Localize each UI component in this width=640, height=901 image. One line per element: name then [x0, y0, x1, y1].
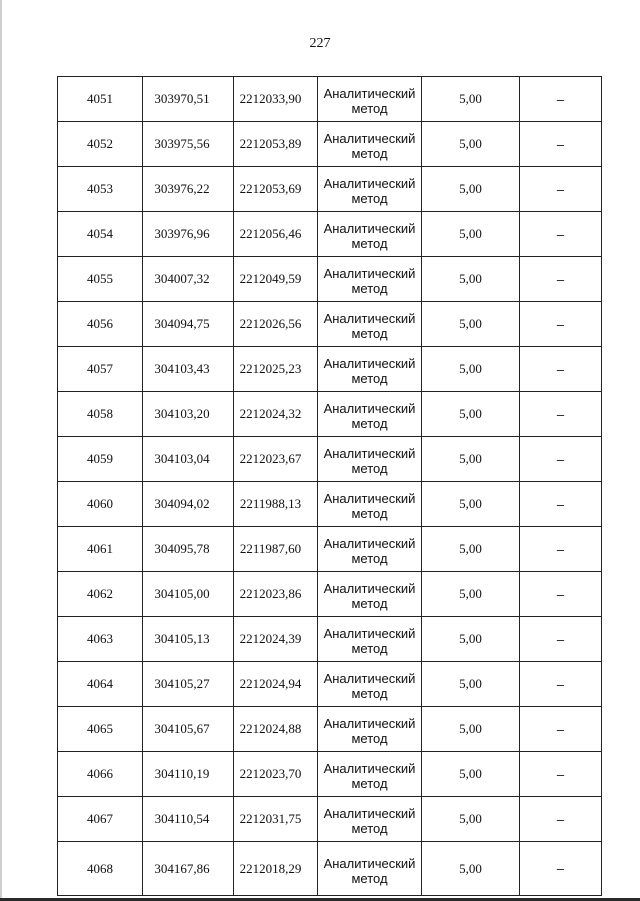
x-coordinate-cell: 304103,04	[143, 437, 234, 482]
note-cell: –	[520, 752, 602, 797]
y-coordinate-cell: 2212023,86	[234, 572, 318, 617]
y-coordinate-cell: 2212025,23	[234, 347, 318, 392]
note-cell: –	[520, 257, 602, 302]
method-cell	[318, 572, 422, 617]
method-line-1: Аналитический	[323, 855, 416, 871]
method-line-2: метод	[351, 461, 388, 476]
method-line-1: Аналитический	[323, 446, 416, 461]
x-coordinate-cell: 304110,19	[143, 752, 234, 797]
point-id-cell: 4051	[58, 77, 143, 122]
method-cell	[318, 617, 422, 662]
y-coordinate-cell: 2212024,39	[234, 617, 318, 662]
x-coordinate-cell: 304007,32	[143, 257, 234, 302]
point-id-cell: 4053	[58, 167, 143, 212]
method-line-2: метод	[351, 146, 388, 161]
note-cell: –	[520, 842, 602, 896]
method-line-2: метод	[351, 101, 388, 116]
method-line-2: метод	[351, 686, 388, 701]
table-row	[58, 797, 602, 842]
x-coordinate-cell: 304103,20	[143, 392, 234, 437]
x-coordinate-cell: 304110,54	[143, 797, 234, 842]
accuracy-cell: 5,00	[422, 392, 520, 437]
accuracy-cell: 5,00	[422, 212, 520, 257]
note-cell: –	[520, 77, 602, 122]
x-coordinate-cell: 303976,96	[143, 212, 234, 257]
method-line-1: Аналитический	[323, 266, 416, 281]
point-id-cell: 4063	[58, 617, 143, 662]
method-line-2: метод	[351, 641, 388, 656]
point-id-cell: 4062	[58, 572, 143, 617]
note-cell: –	[520, 572, 602, 617]
method-cell	[318, 707, 422, 752]
method-line-2: метод	[351, 326, 388, 341]
point-id-cell: 4068	[58, 842, 143, 896]
x-coordinate-cell: 304094,02	[143, 482, 234, 527]
point-id-cell: 4057	[58, 347, 143, 392]
note-cell: –	[520, 617, 602, 662]
method-line-2: метод	[351, 191, 388, 206]
method-line-2: метод	[351, 236, 388, 251]
table-row	[58, 527, 602, 572]
note-cell: –	[520, 437, 602, 482]
table-row	[58, 437, 602, 482]
method-cell	[318, 347, 422, 392]
coordinates-table-body	[58, 77, 602, 896]
table-row	[58, 842, 602, 896]
accuracy-cell: 5,00	[422, 842, 520, 896]
method-cell	[318, 302, 422, 347]
table-row	[58, 122, 602, 167]
table-row	[58, 662, 602, 707]
y-coordinate-cell: 2212056,46	[234, 212, 318, 257]
point-id-cell: 4055	[58, 257, 143, 302]
accuracy-cell: 5,00	[422, 662, 520, 707]
method-cell	[318, 842, 422, 896]
method-line-1: Аналитический	[323, 716, 416, 731]
x-coordinate-cell: 303970,51	[143, 77, 234, 122]
x-coordinate-cell: 303976,22	[143, 167, 234, 212]
note-cell: –	[520, 797, 602, 842]
method-line-2: метод	[351, 506, 388, 521]
point-id-cell: 4054	[58, 212, 143, 257]
accuracy-cell: 5,00	[422, 617, 520, 662]
table-row	[58, 572, 602, 617]
note-cell: –	[520, 122, 602, 167]
y-coordinate-cell: 2212024,32	[234, 392, 318, 437]
y-coordinate-cell: 2212031,75	[234, 797, 318, 842]
accuracy-cell: 5,00	[422, 437, 520, 482]
method-line-1: Аналитический	[323, 311, 416, 326]
accuracy-cell: 5,00	[422, 257, 520, 302]
note-cell: –	[520, 347, 602, 392]
point-id-cell: 4058	[58, 392, 143, 437]
x-coordinate-cell: 304095,78	[143, 527, 234, 572]
table-row	[58, 77, 602, 122]
method-cell	[318, 662, 422, 707]
y-coordinate-cell: 2212053,69	[234, 167, 318, 212]
point-id-cell: 4059	[58, 437, 143, 482]
method-line-1: Аналитический	[323, 86, 416, 101]
point-id-cell: 4060	[58, 482, 143, 527]
note-cell: –	[520, 212, 602, 257]
method-line-1: Аналитический	[323, 671, 416, 686]
y-coordinate-cell: 2212053,89	[234, 122, 318, 167]
method-line-1: Аналитический	[323, 806, 416, 821]
table-row	[58, 617, 602, 662]
point-id-cell: 4064	[58, 662, 143, 707]
table-row	[58, 167, 602, 212]
x-coordinate-cell: 304103,43	[143, 347, 234, 392]
method-line-2: метод	[351, 416, 388, 431]
table-row	[58, 482, 602, 527]
method-cell	[318, 527, 422, 572]
x-coordinate-cell: 304167,86	[143, 842, 234, 896]
point-id-cell: 4065	[58, 707, 143, 752]
method-cell	[318, 797, 422, 842]
method-line-1: Аналитический	[323, 581, 416, 596]
method-cell	[318, 77, 422, 122]
accuracy-cell: 5,00	[422, 482, 520, 527]
x-coordinate-cell: 304105,13	[143, 617, 234, 662]
method-line-1: Аналитический	[323, 491, 416, 506]
method-cell	[318, 392, 422, 437]
x-coordinate-cell: 304094,75	[143, 302, 234, 347]
table-row	[58, 302, 602, 347]
method-line-1: Аналитический	[323, 626, 416, 641]
accuracy-cell: 5,00	[422, 707, 520, 752]
table-row	[58, 707, 602, 752]
x-coordinate-cell: 304105,00	[143, 572, 234, 617]
method-line-2: метод	[351, 371, 388, 386]
y-coordinate-cell: 2212023,67	[234, 437, 318, 482]
method-line-2: метод	[351, 596, 388, 611]
table-row	[58, 347, 602, 392]
note-cell: –	[520, 302, 602, 347]
note-cell: –	[520, 662, 602, 707]
method-line-2: метод	[351, 551, 388, 566]
accuracy-cell: 5,00	[422, 752, 520, 797]
point-id-cell: 4061	[58, 527, 143, 572]
method-cell	[318, 482, 422, 527]
note-cell: –	[520, 167, 602, 212]
accuracy-cell: 5,00	[422, 77, 520, 122]
table-row	[58, 392, 602, 437]
note-cell: –	[520, 392, 602, 437]
y-coordinate-cell: 2212018,29	[234, 842, 318, 896]
method-line-2: метод	[351, 870, 388, 886]
page-number: 227	[309, 36, 331, 51]
point-id-cell: 4056	[58, 302, 143, 347]
table-row	[58, 212, 602, 257]
note-cell: –	[520, 707, 602, 752]
x-coordinate-cell: 304105,27	[143, 662, 234, 707]
y-coordinate-cell: 2212033,90	[234, 77, 318, 122]
y-coordinate-cell: 2212026,56	[234, 302, 318, 347]
y-coordinate-cell: 2212023,70	[234, 752, 318, 797]
table-row	[58, 257, 602, 302]
point-id-cell: 4066	[58, 752, 143, 797]
accuracy-cell: 5,00	[422, 572, 520, 617]
method-line-1: Аналитический	[323, 176, 416, 191]
method-cell	[318, 752, 422, 797]
method-line-2: метод	[351, 281, 388, 296]
accuracy-cell: 5,00	[422, 302, 520, 347]
method-cell	[318, 257, 422, 302]
scan-left-edge	[0, 0, 2, 901]
note-cell: –	[520, 482, 602, 527]
coordinates-table	[57, 76, 602, 896]
y-coordinate-cell: 2212049,59	[234, 257, 318, 302]
accuracy-cell: 5,00	[422, 527, 520, 572]
method-line-1: Аналитический	[323, 761, 416, 776]
table-row	[58, 752, 602, 797]
method-line-1: Аналитический	[323, 536, 416, 551]
method-line-2: метод	[351, 776, 388, 791]
point-id-cell: 4067	[58, 797, 143, 842]
method-line-1: Аналитический	[323, 221, 416, 236]
method-cell	[318, 167, 422, 212]
method-line-1: Аналитический	[323, 131, 416, 146]
point-id-cell: 4052	[58, 122, 143, 167]
y-coordinate-cell: 2211988,13	[234, 482, 318, 527]
y-coordinate-cell: 2212024,94	[234, 662, 318, 707]
method-cell	[318, 122, 422, 167]
accuracy-cell: 5,00	[422, 122, 520, 167]
method-line-2: метод	[351, 821, 388, 836]
x-coordinate-cell: 304105,67	[143, 707, 234, 752]
accuracy-cell: 5,00	[422, 797, 520, 842]
accuracy-cell: 5,00	[422, 347, 520, 392]
x-coordinate-cell: 303975,56	[143, 122, 234, 167]
y-coordinate-cell: 2212024,88	[234, 707, 318, 752]
method-line-2: метод	[351, 731, 388, 746]
method-cell	[318, 212, 422, 257]
method-line-1: Аналитический	[323, 356, 416, 371]
method-line-1: Аналитический	[323, 401, 416, 416]
method-cell	[318, 437, 422, 482]
accuracy-cell: 5,00	[422, 167, 520, 212]
note-cell: –	[520, 527, 602, 572]
y-coordinate-cell: 2211987,60	[234, 527, 318, 572]
